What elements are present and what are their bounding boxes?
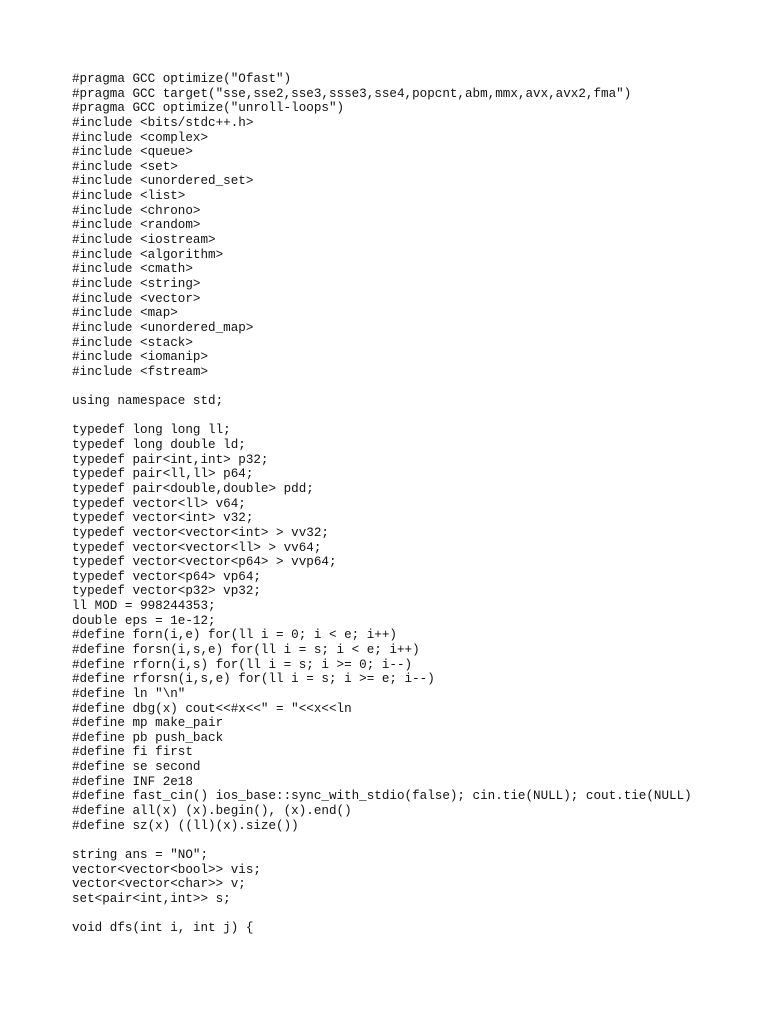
code-line: #define fi first <box>72 745 193 760</box>
code-line: #include <chrono> <box>72 203 201 218</box>
code-line: #include <bits/stdc++.h> <box>72 115 254 130</box>
code-line: #pragma GCC optimize("Ofast") <box>72 72 292 86</box>
code-block <box>72 72 692 936</box>
code-line: #define se second <box>72 760 201 775</box>
code-line: #include <string> <box>72 276 201 291</box>
code-line: #include <vector> <box>72 291 201 306</box>
code-line: string ans = "NO"; <box>72 847 209 862</box>
code-line <box>72 833 692 848</box>
code-line: #include <queue> <box>72 145 193 160</box>
code-line: #define forsn(i,s,e) for(ll i = s; i < e; i++) <box>72 642 420 657</box>
code-line: #include <iomanip> <box>72 350 209 365</box>
code-line: #include <unordered_set> <box>72 174 254 189</box>
code-line: set<pair<int,int>> s; <box>72 891 231 906</box>
code-line: vector<vector<char>> v; <box>72 877 246 892</box>
code-line: #define dbg(x) cout<<#x<<" = "<<x<<ln <box>72 701 352 716</box>
code-line: #include <list> <box>72 189 186 204</box>
code-line: #include <stack> <box>72 335 193 350</box>
code-line: #define rforsn(i,s,e) for(ll i = s; i >= e; i--) <box>72 672 435 687</box>
code-line: #include <iostream> <box>72 233 216 248</box>
code-line: typedef vector<vector<p64> > vvp64; <box>72 555 337 570</box>
code-line: #define pb push_back <box>72 730 224 745</box>
code-line: #pragma GCC target("sse,sse2,sse3,ssse3,sse4,popcnt,abm,mmx,avx,avx2,fma") <box>72 86 632 101</box>
code-line: typedef pair<int,int> p32; <box>72 452 269 467</box>
code-line: #define mp make_pair <box>72 716 224 731</box>
code-line: typedef vector<p32> vp32; <box>72 584 261 599</box>
code-line <box>72 379 692 394</box>
code-line: #define rforn(i,s) for(ll i = s; i >= 0; i--) <box>72 657 413 672</box>
code-line: #pragma GCC optimize("unroll-loops") <box>72 101 345 116</box>
code-line: #define all(x) (x).begin(), (x).end() <box>72 804 352 819</box>
code-line: typedef long double ld; <box>72 438 246 453</box>
code-line: #include <complex> <box>72 130 209 145</box>
code-line: vector<vector<bool>> vis; <box>72 862 261 877</box>
code-line: #include <cmath> <box>72 262 193 277</box>
code-line <box>72 409 692 424</box>
code-line: #include <map> <box>72 306 178 321</box>
code-line: typedef long long ll; <box>72 423 231 438</box>
code-line: ll MOD = 998244353; <box>72 599 216 614</box>
code-line: #include <algorithm> <box>72 247 224 262</box>
code-line: using namespace std; <box>72 394 224 409</box>
code-line: #define sz(x) ((ll)(x).size()) <box>72 818 299 833</box>
code-line: #define ln "\n" <box>72 686 186 701</box>
code-line: #include <unordered_map> <box>72 320 254 335</box>
code-line: typedef vector<p64> vp64; <box>72 569 261 584</box>
code-line: typedef vector<vector<ll> > vv64; <box>72 540 322 555</box>
code-line: #define fast_cin() ios_base::sync_with_stdio(false); cin.tie(NULL); cout.tie(NULL) <box>72 789 692 804</box>
code-line: typedef vector<vector<int> > vv32; <box>72 525 329 540</box>
code-line: typedef vector<int> v32; <box>72 511 254 526</box>
code-line: typedef pair<double,double> pdd; <box>72 481 314 496</box>
code-line <box>72 907 692 922</box>
code-line: void dfs(int i, int j) { <box>72 921 254 936</box>
code-line: double eps = 1e-12; <box>72 613 216 628</box>
code-line: typedef vector<ll> v64; <box>72 496 246 511</box>
code-line: typedef pair<ll,ll> p64; <box>72 467 254 482</box>
code-line: #include <set> <box>72 159 178 174</box>
code-line: #define forn(i,e) for(ll i = 0; i < e; i++) <box>72 628 397 643</box>
code-line: #define INF 2e18 <box>72 774 193 789</box>
code-line: #include <fstream> <box>72 364 209 379</box>
code-line: #include <random> <box>72 218 201 233</box>
